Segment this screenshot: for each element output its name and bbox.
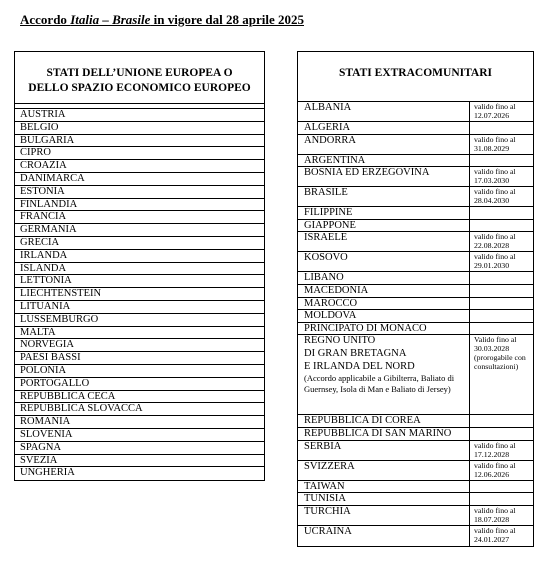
validity-note-cell: valido fino al 28.04.2030 (474, 187, 516, 206)
extra-country-row (298, 135, 533, 155)
eu-country-row: CROAZIA (15, 160, 264, 173)
extra-country-row (298, 526, 533, 546)
validity-note-cell (470, 415, 533, 427)
country-name-cell (298, 102, 470, 121)
country-name-cell (298, 526, 470, 546)
country-name: BRASILE (304, 187, 348, 199)
eu-country-row: FRANCIA (15, 211, 264, 224)
eu-country-row: NORVEGIA (15, 339, 264, 352)
validity-note-cell: Valido fino al 30.03.2028 (prorogabile con consultazioni) (474, 335, 526, 372)
title-suffix: in vigore dal 28 aprile 2025 (150, 12, 304, 27)
title-italic: Italia – Brasile (70, 12, 151, 27)
eu-country-row: BELGIO (15, 122, 264, 135)
validity-note-cell (470, 272, 533, 284)
country-name-cell (298, 428, 470, 440)
validity-note-cell (470, 122, 533, 134)
extra-country-row (298, 310, 533, 323)
country-name-cell (298, 481, 470, 493)
eu-country-list (15, 109, 264, 480)
country-name-cell (298, 335, 470, 414)
eu-country-row: CIPRO (15, 147, 264, 160)
country-name: TAIWAN (304, 480, 345, 492)
country-name-line: REGNO UNITO (304, 335, 376, 347)
country-name: REPUBBLICA DI SAN MARINO (304, 427, 452, 439)
eu-country-row: SLOVENIA (15, 429, 264, 442)
country-name-cell (298, 207, 470, 219)
country-name: ARGENTINA (304, 154, 366, 166)
country-name-cell (298, 167, 470, 186)
eu-table-header (15, 52, 264, 104)
validity-note-cell (470, 220, 533, 232)
validity-note-cell: valido fino al 24.01.2027 (474, 525, 516, 544)
country-name: MOLDOVA (304, 310, 357, 322)
country-name-cell (298, 272, 470, 284)
extra-country-row (298, 187, 533, 207)
eu-country-row: ROMANIA (15, 416, 264, 429)
extra-eu-states-table (297, 51, 534, 547)
eu-country-row: ESTONIA (15, 186, 264, 199)
country-name-cell (298, 220, 470, 232)
country-name: REPUBBLICA DI COREA (304, 415, 421, 427)
eu-country-row: LIECHTENSTEIN (15, 288, 264, 301)
extra-country-row (298, 167, 533, 187)
country-name: SVIZZERA (304, 460, 355, 472)
eu-country-row: REPUBBLICA CECA (15, 391, 264, 404)
validity-note-cell: valido fino al 18.07.2028 (474, 505, 516, 524)
validity-note-cell (470, 493, 533, 505)
extra-country-row (298, 252, 533, 272)
extra-country-row (298, 415, 533, 428)
validity-note-cell: valido fino al 22.08.2028 (474, 232, 516, 251)
validity-note-cell (470, 310, 533, 322)
country-name: FILIPPINE (304, 207, 353, 219)
extra-country-row (298, 323, 533, 336)
extra-country-row (298, 461, 533, 481)
extra-country-row (298, 155, 533, 168)
title-prefix: Accordo (20, 12, 71, 27)
country-name: GIAPPONE (304, 219, 356, 231)
extra-country-row (298, 232, 533, 252)
validity-note-cell (470, 285, 533, 297)
extra-country-row (298, 272, 533, 285)
country-name-cell (298, 461, 470, 480)
validity-note-cell (470, 155, 533, 167)
extra-country-list (298, 102, 533, 546)
country-name: MACEDONIA (304, 284, 369, 296)
validity-note-cell (470, 428, 533, 440)
eu-country-row: BULGARIA (15, 135, 264, 148)
eu-states-table (14, 51, 265, 481)
extra-country-row (298, 122, 533, 135)
eu-country-row: LETTONIA (15, 275, 264, 288)
eu-country-row: AUSTRIA (15, 109, 264, 122)
validity-note-cell: valido fino al 17.03.2030 (474, 167, 516, 186)
extra-country-row (298, 335, 533, 415)
extra-country-row (298, 285, 533, 298)
country-name-cell (298, 135, 470, 154)
document-title (20, 12, 304, 28)
country-name: SERBIA (304, 440, 342, 452)
eu-country-row: SPAGNA (15, 442, 264, 455)
eu-header-line-1: STATI DELL’UNIONE EUROPEA O (46, 67, 233, 79)
country-applicability-note: (Accordo applicabile a Gibilterra, Baliato di Guernsey, Isola di Man e Baliato di Jersey) (304, 373, 455, 394)
validity-note-cell: valido fino al 17.12.2028 (474, 440, 516, 459)
eu-country-row: FINLANDIA (15, 199, 264, 212)
country-name: KOSOVO (304, 252, 348, 264)
country-name-cell (298, 232, 470, 251)
eu-country-row: SVEZIA (15, 455, 264, 468)
extra-country-row (298, 102, 533, 122)
eu-country-row: GERMANIA (15, 224, 264, 237)
extra-country-row (298, 428, 533, 441)
validity-note-cell: valido fino al 31.08.2029 (474, 134, 516, 153)
country-name-cell (298, 187, 470, 206)
country-name: BOSNIA ED ERZEGOVINA (304, 167, 430, 179)
extra-country-row (298, 506, 533, 526)
extra-country-row (298, 441, 533, 461)
country-name: UCRAINA (304, 525, 352, 537)
country-name: PRINCIPATO DI MONACO (304, 322, 427, 334)
eu-country-row: DANIMARCA (15, 173, 264, 186)
extra-table-header: STATI EXTRACOMUNITARI (298, 52, 533, 102)
eu-header-line-2: DELLO SPAZIO ECONOMICO EUROPEO (28, 82, 251, 94)
country-name: LIBANO (304, 272, 344, 284)
eu-country-row: LUSSEMBURGO (15, 314, 264, 327)
country-name-cell (298, 252, 470, 271)
country-name: TURCHIA (304, 505, 351, 517)
extra-country-row (298, 493, 533, 506)
country-name-cell (298, 298, 470, 310)
eu-country-row: IRLANDA (15, 250, 264, 263)
country-name-cell (298, 285, 470, 297)
extra-country-row (298, 220, 533, 233)
country-name: TUNISIA (304, 493, 346, 505)
eu-country-row: POLONIA (15, 365, 264, 378)
extra-country-row (298, 481, 533, 494)
extra-country-row (298, 207, 533, 220)
country-name-cell (298, 323, 470, 335)
validity-note-cell: valido fino al 29.01.2030 (474, 252, 516, 271)
extra-country-row (298, 298, 533, 311)
country-name: ANDORRA (304, 134, 356, 146)
validity-note-cell: valido fino al 12.07.2026 (474, 102, 516, 120)
eu-country-row: PAESI BASSI (15, 352, 264, 365)
country-name-cell (298, 493, 470, 505)
country-name-cell (298, 441, 470, 460)
country-name-cell (298, 506, 470, 525)
country-name-cell (298, 415, 470, 427)
validity-note-cell (470, 207, 533, 219)
country-name-line: DI GRAN BRETAGNA (304, 347, 407, 359)
country-name-line: E IRLANDA DEL NORD (304, 360, 415, 372)
validity-note-cell: valido fino al 12.06.2026 (474, 460, 516, 479)
country-name: ALBANIA (304, 102, 352, 113)
eu-country-row: UNGHERIA (20, 467, 75, 479)
eu-country-row: GRECIA (15, 237, 264, 250)
eu-country-row: REPUBBLICA SLOVACCA (15, 403, 264, 416)
country-name: MAROCCO (304, 297, 358, 309)
eu-country-row: PORTOGALLO (15, 378, 264, 391)
eu-country-row: ISLANDA (15, 263, 264, 276)
eu-country-row: LITUANIA (15, 301, 264, 314)
country-name-cell (298, 122, 470, 134)
country-name: ALGERIA (304, 122, 351, 133)
validity-note-cell (470, 298, 533, 310)
country-name-cell (298, 310, 470, 322)
validity-note-cell (470, 323, 533, 335)
eu-country-row: MALTA (15, 327, 264, 340)
country-name-cell (298, 155, 470, 167)
validity-note-cell (470, 481, 533, 493)
country-name: ISRAELE (304, 232, 348, 244)
